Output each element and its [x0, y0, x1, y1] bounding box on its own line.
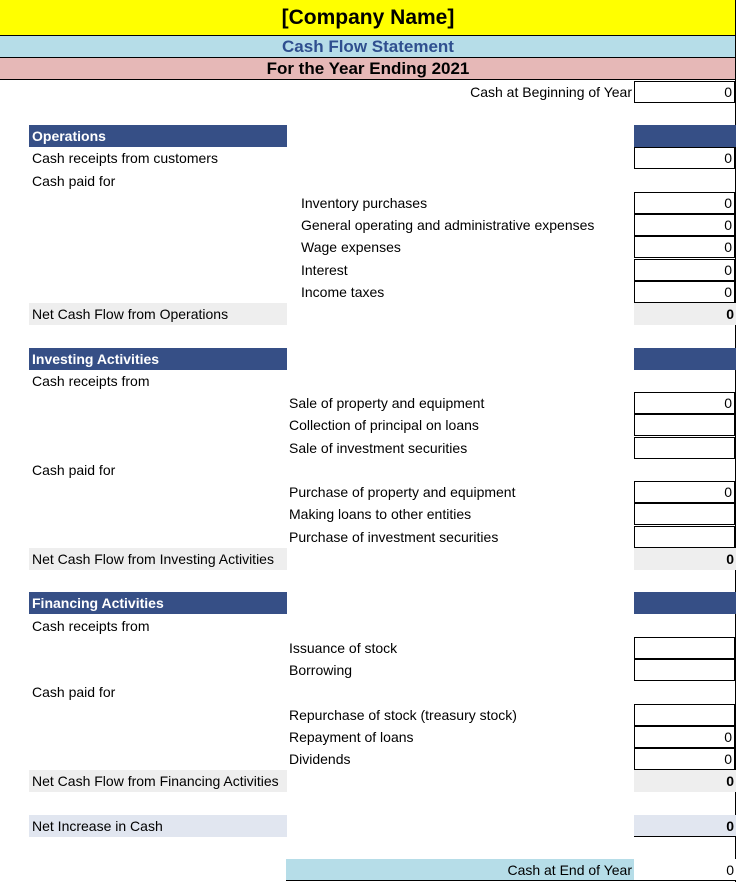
investing-receipt-label: Sale of investment securities	[289, 440, 468, 456]
financing-receipt-label: Borrowing	[289, 662, 353, 678]
financing-header-bar	[634, 592, 736, 614]
operations-receipts-label: Cash receipts from customers	[32, 150, 218, 166]
divider	[0, 35, 736, 36]
investing-paid-for-label: Cash paid for	[32, 462, 116, 478]
operations-item-label: Income taxes	[301, 284, 385, 300]
net-increase-total[interactable]: 0	[634, 815, 736, 837]
financing-receipt-label: Issuance of stock	[289, 640, 398, 656]
operations-net-label: Net Cash Flow from Operations	[32, 306, 229, 322]
investing-payment-cell[interactable]	[634, 526, 735, 548]
company-name-title[interactable]: [Company Name]	[0, 0, 736, 36]
financing-receipt-cell[interactable]	[634, 659, 735, 681]
operations-item-cell[interactable]: 0	[634, 214, 735, 236]
financing-payment-label: Dividends	[289, 751, 351, 767]
investing-header-bar	[634, 348, 736, 370]
operations-item-cell[interactable]: 0	[634, 281, 735, 303]
investing-payment-cell[interactable]	[634, 503, 735, 525]
financing-paid-for-label: Cash paid for	[32, 684, 116, 700]
financing-payment-label: Repayment of loans	[289, 729, 414, 745]
investing-receipt-cell[interactable]: 0	[634, 392, 735, 414]
operations-header-bar	[634, 125, 736, 147]
investing-receipt-label: Sale of property and equipment	[289, 395, 485, 411]
investing-payment-cell[interactable]: 0	[634, 481, 735, 503]
bottom-border	[286, 880, 736, 881]
period-title[interactable]: For the Year Ending 2021	[0, 58, 736, 80]
operations-paid-for-label: Cash paid for	[32, 173, 116, 189]
operations-item-label: Interest	[301, 262, 348, 278]
investing-payment-label: Making loans to other entities	[289, 506, 472, 522]
financing-receipts-label: Cash receipts from	[32, 618, 150, 634]
net-increase-label: Net Increase in Cash	[32, 818, 163, 834]
operations-item-label: General operating and administrative expenses	[301, 217, 595, 233]
ending-cash-cell[interactable]: 0	[634, 859, 736, 881]
investing-receipt-label: Collection of principal on loans	[289, 417, 479, 433]
operations-header: Operations	[29, 125, 287, 147]
operations-receipts-cell[interactable]: 0	[634, 147, 735, 169]
investing-payment-label: Purchase of property and equipment	[289, 484, 516, 500]
beginning-cash-label: Cash at Beginning of Year	[470, 84, 632, 100]
investing-net-label: Net Cash Flow from Investing Activities	[32, 551, 274, 567]
operations-net-total[interactable]: 0	[634, 303, 736, 325]
divider	[0, 57, 736, 58]
financing-receipt-cell[interactable]	[634, 637, 735, 659]
investing-header: Investing Activities	[29, 348, 287, 370]
operations-item-label: Inventory purchases	[301, 195, 428, 211]
financing-net-label: Net Cash Flow from Financing Activities	[32, 773, 279, 789]
statement-title[interactable]: Cash Flow Statement	[0, 36, 736, 58]
financing-payment-cell[interactable]: 0	[634, 726, 735, 748]
financing-payment-cell[interactable]: 0	[634, 748, 735, 770]
investing-receipts-label: Cash receipts from	[32, 373, 150, 389]
investing-payment-label: Purchase of investment securities	[289, 529, 499, 545]
investing-receipt-cell[interactable]	[634, 414, 735, 436]
operations-item-cell[interactable]: 0	[634, 259, 735, 281]
ending-cash-label: Cash at End of Year	[507, 862, 632, 878]
financing-net-total[interactable]: 0	[634, 770, 736, 792]
investing-net-total[interactable]: 0	[634, 548, 736, 570]
financing-payment-label: Repurchase of stock (treasury stock)	[289, 707, 517, 723]
operations-item-cell[interactable]: 0	[634, 236, 735, 258]
financing-payment-cell[interactable]	[634, 704, 735, 726]
financing-header: Financing Activities	[29, 592, 287, 614]
beginning-cash-cell[interactable]: 0	[634, 81, 735, 103]
divider	[0, 79, 736, 80]
operations-item-label: Wage expenses	[301, 239, 401, 255]
operations-item-cell[interactable]: 0	[634, 192, 735, 214]
investing-receipt-cell[interactable]	[634, 437, 735, 459]
